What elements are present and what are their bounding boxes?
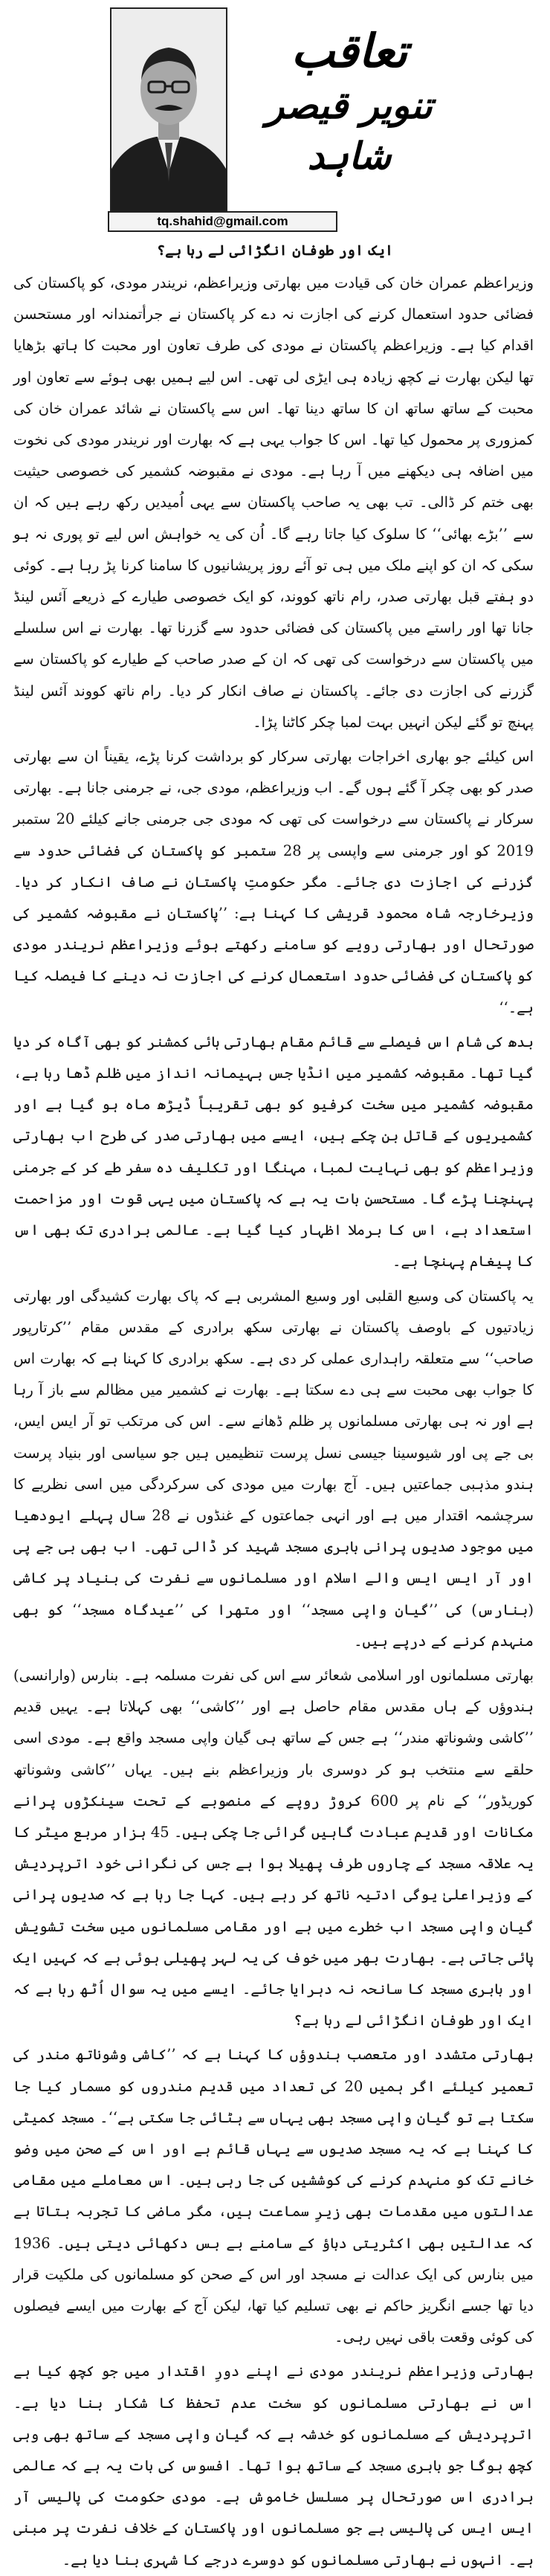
column-header — [45, 7, 505, 228]
article-paragraph: اس کیلئے جو بھاری اخراجات بھارتی سرکار کو برداشت کرنا پڑے، یقیناً ان سے بھارتی صدر کو بھی چکر آ گئے ہوں گے۔ اب وزیراعظم، مودی جی، نے جرمنی جانا ہے۔ بھارتی سرکار نے پاکستان سے درخواست کی تھی کہ مودی جی جرمنی جانے کیلئے 20 ستمبر 2019 کو اور جرمنی سے واپسی پر 28 ستمبر کو پاکستان کی فضائی حدود سے گزرنے کی اجازت دی جائے۔ مگر حکومتِ پاکستان نے صاف انکار کر دیا۔ وزیرخارجہ شاہ محمود قریشی کا کہنا ہے: ’’پاکستان نے مقبوضہ کشمیر کی صورتحال اور بھارتی رویے کو سامنے رکھتے ہوئے وزیراعظم نریندر مودی کو پاکستان کی فضائی حدود استعمال کرنے کی اجازت نہ دینے کا فیصلہ کیا ہے۔‘‘ — [13, 748, 534, 1016]
article-headline: ایک اور طوفان انگڑائی لے رہا ہے؟ — [156, 242, 393, 259]
article-paragraph: بدھ کی شام اس فیصلے سے قائم مقام بھارتی ہائی کمشنر کو بھی آگاہ کر دیا گیا تھا۔ مقبوضہ کشمیر میں انڈیا جس بہیمانہ انداز میں ظلم ڈھا رہا ہے، مقبوضہ کشمیر میں سخت کرفیو کو بھی تقریباً ڈیڑھ ماہ ہو گیا ہے اور کشمیریوں کے قاتل بن چکے ہیں، ایسے میں بھارتی صدر کی طرح اب بھارتی وزیراعظم کو بھی نہایت لمبا، مہنگا اور تکلیف دہ سفر طے کر کے جرمنی پہنچنا پڑے گا۔ مستحسن بات یہ ہے کہ پاکستان میں یہی قوت اور مزاحمت استعداد ہے، اس کا برملا اظہار کیا گیا ہے۔ عالمی برادری تک بھی اس کا پیغام پہنچا ہے۔ — [13, 1033, 534, 1271]
column-title: تعاقب — [291, 24, 408, 78]
column-brand — [245, 22, 453, 181]
article-paragraph: وزیراعظم عمران خان کی قیادت میں بھارتی وزیراعظم، نریندر مودی، کو پاکستان کی فضائی حدود استعمال کرنے کی اجازت نہ دے کر پاکستان نے جرأتمندانہ اور مستحسن اقدام کیا ہے۔ وزیراعظم پاکستان نے مودی کی طرف تعاون اور محبت کا ہاتھ بڑھایا تھا لیکن بھارت نے کچھ زیادہ ہی ایڑی لی تھی۔ اس لیے ہمیں بھی ہوئے سے تعاون اور محبت کے ساتھ ساتھ ان کا ساتھ دینا تھا۔ اس سے پاکستان نے شائد عمران خان کی کمزوری پر محمول کیا تھا۔ اس کا جواب یہی ہے کہ بھارت اور نریندر مودی کی نخوت میں اضافہ ہی دیکھنے میں آ رہا ہے۔ مودی نے مقبوضہ کشمیر کی خصوصی حیثیت بھی ختم کر ڈالی۔ تب بھی یہ صاحب پاکستان سے یہی اُمیدیں رکھ رہے ہیں کہ ان سے ’’بڑے بھائی‘‘ کا سلوک کیا جاتا رہے گا۔ اُن کی یہ خواہش اس لیے تو پوری نہ ہو سکی کہ ان کو اپنے ملک میں ہی تو آئے روز پریشانیوں کا سامنا کرنا پڑ رہا ہے۔ کوئی دو ہفتے قبل بھارتی صدر، رام ناتھ کووند، کو ایک خصوصی طیارے کے ذریعے آئس لینڈ جانا تھا اور راستے میں پاکستان کی فضائی حدود سے گزرنا تھا۔ بھارت نے اس سلسلے میں پاکستان سے درخواست کی تھی کہ ان کے صدر صاحب کے طیارے کو پاکستان سے گزرنے کی اجازت دی جائے۔ پاکستان نے صاف انکار کر دیا۔ رام ناتھ کووند آئس لینڈ پہنچ تو گئے لیکن انہیں بہت لمبا چکر کاٹنا پڑا۔ — [13, 274, 534, 731]
author-photo — [110, 7, 227, 213]
article-paragraph: یہ پاکستان کی وسیع القلبی اور وسیع المشربی ہے کہ پاک بھارت کشیدگی اور بھارتی زیادتیوں کے باوصف پاکستان نے بھارتی سکھ برادری کے مقدس مقام ’’کرتارپور صاحب‘‘ سے متعلقہ راہداری عملی کر دی ہے۔ سکھ برادری کا کہنا ہے کہ بھارت اس کا جواب بھی محبت سے ہی دے سکتا ہے۔ بھارت نے کشمیر میں مظالم سے باز آ رہا ہے اور نہ ہی بھارتی مسلمانوں پر ظلم ڈھانے سے۔ اس کی مرتکب تو آر ایس ایس، بی جے پی اور شیوسینا جیسی نسل پرست تنظیمیں ہیں جو سیاسی اور بنیاد پرست ہندو مذہبی جماعتیں ہیں۔ آج بھارت میں مودی کی سرکردگی میں اسی نظریے کا سرچشمہ اقتدار میں ہے اور انہی جماعتوں کے غنڈوں نے 28 سال پہلے ایودھیا میں موجود صدیوں پرانی بابری مسجد شہید کر ڈالی تھی۔ اب بھی بی جے پی اور آر ایس ایس والے اسلام اور مسلمانوں سے نفرت کی بنیاد پر کاشی (بنارس) کی ’’گیان واپی مسجد‘‘ اور متھرا کی ’’عیدگاہ مسجد‘‘ کو بھی منہدم کرنے کے درپے ہیں۔ — [13, 1287, 534, 1650]
author-email[interactable]: tq.shahid@gmail.com — [108, 211, 337, 232]
article-paragraph: بھارتی مسلمانوں اور اسلامی شعائر سے اس کی نفرت مسلمہ ہے۔ بنارس (وارانسی) ہندوؤں کے ہاں مقدس مقام حاصل ہے اور ’’کاشی‘‘ بھی کہلاتا ہے۔ یہیں قدیم ’’کاشی وشوناتھ مندر‘‘ ہے جس کے ساتھ ہی گیان واپی مسجد واقع ہے۔ مودی اسی حلقے سے منتخب ہو کر دوسری بار وزیراعظم بنے ہیں۔ یہاں ’’کاشی وشوناتھ کوریڈور‘‘ کے نام پر 600 کروڑ روپے کے منصوبے کے تحت سینکڑوں پرانے مکانات اور قدیم عبادت گاہیں گرائی جا چکی ہیں۔ 45 ہزار مربع میٹر کا یہ علاقہ مسجد کے چاروں طرف پھیلا ہوا ہے جس کی نگرانی خود اترپردیش کے وزیراعلیٰ یوگی ادتیہ ناتھ کر رہے ہیں۔ کہا جا رہا ہے کہ صدیوں پرانی گیان واپی مسجد اب خطرے میں ہے اور مقامی مسلمانوں میں سخت تشویش پائی جاتی ہے۔ بھارت بھر میں خوف کی یہ لہر پھیلی ہوئی ہے کہ کہیں ایک اور بابری مسجد کا سانحہ نہ دہرایا جائے۔ ایسے میں یہ سوال اُٹھ رہا ہے کہ ایک اور طوفان انگڑائی لے رہا ہے؟ — [13, 1666, 534, 2030]
article-body — [13, 268, 534, 2569]
article-paragraph: بھارتی متشدد اور متعصب ہندوؤں کا کہنا ہے کہ ’’کاشی وشوناتھ مندر کی تعمیر کیلئے اگر ہمیں 20 کی تعداد میں قدیم مندروں کو مسمار کیا جا سکتا ہے تو گیان واپی مسجد بھی یہاں سے ہٹائی جا سکتی ہے‘‘۔ مسجد کمیٹی کا کہنا ہے کہ یہ مسجد صدیوں سے یہاں قائم ہے اور اس کے صحن میں وضو خانے تک کو منہدم کرنے کی کوششیں کی جا رہی ہیں۔ اس معاملے میں مقامی عدالتوں میں مقدمات بھی زیرِ سماعت ہیں، مگر ماضی کا تجربہ بتاتا ہے کہ عدالتیں بھی اکثریتی دباؤ کے سامنے بے بس دکھائی دیتی ہیں۔ 1936 میں بنارس کی ایک عدالت نے مسجد اور اس کے صحن کو مسلمانوں کی ملکیت قرار دیا تھا جسے انگریز حاکم نے بھی تسلیم کیا تھا، لیکن آج کے بھارت میں ایسے فیصلوں کی کوئی وقعت باقی نہیں رہی۔ — [13, 2046, 534, 2346]
article-paragraph: بھارتی وزیراعظم نریندر مودی نے اپنے دورِ اقتدار میں جو کچھ کیا ہے اس نے بھارتی مسلمانوں کو سخت عدم تحفظ کا شکار بنا دیا ہے۔ اترپردیش کے مسلمانوں کو خدشہ ہے کہ گیان واپی مسجد کے ساتھ بھی وہی کچھ ہوگا جو بابری مسجد کے ساتھ ہوا تھا۔ افسوس کی بات یہ ہے کہ عالمی برادری اس صورتحال پر مسلسل خاموش ہے۔ مودی حکومت کی پالیسی آر ایس ایس کی پالیسی ہے جو مسلمانوں اور پاکستان کے خلاف نفرت پر مبنی ہے۔ انہوں نے بھارتی مسلمانوں کو دوسرے درجے کا شہری بنا دیا ہے۔ — [13, 2363, 534, 2569]
author-portrait-icon — [111, 9, 226, 211]
author-name: تنویر قیصر شاہد — [266, 83, 433, 178]
